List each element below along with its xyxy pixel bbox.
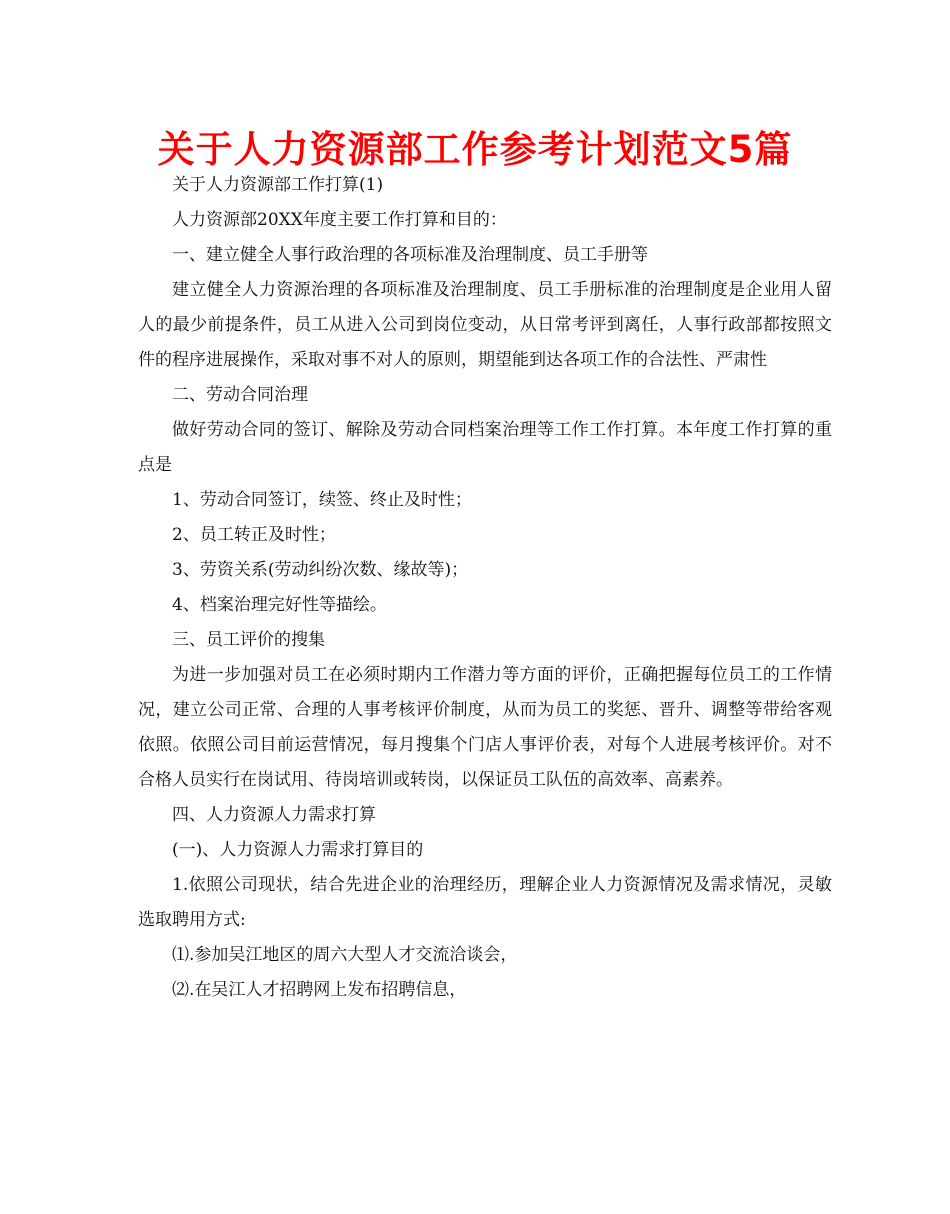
paragraph: 人力资源部20XX年度主要工作打算和目的： (172, 210, 507, 230)
list-item: 2、员工转正及时性； (172, 525, 336, 545)
section-heading-1: 一、建立健全人事行政治理的各项标准及治理制度、员工手册等 (172, 245, 648, 265)
section-heading-4: 四、人力资源人力需求打算 (172, 805, 376, 825)
paragraph-heading-1: 关于人力资源部工作打算(1) (172, 175, 384, 195)
paragraph: 做好劳动合同的签订、解除及劳动合同档案治理等工作工作打算。本年度工作打算的重点是 (138, 420, 832, 475)
section-heading-3: 三、员工评价的搜集 (172, 630, 325, 650)
section-heading-2: 二、劳动合同治理 (172, 385, 308, 405)
list-item: 1、劳动合同签订，续签、终止及时性； (172, 490, 472, 510)
document-body (138, 168, 832, 1008)
paragraph: 1.依照公司现状，结合先进企业的治理经历，理解企业人力资源情况及需求情况，灵敏选取聘用方式: (138, 875, 832, 930)
list-item: 4、档案治理完好性等描绘。 (172, 595, 387, 615)
list-item: ⑵.在吴江人才招聘网上发布招聘信息， (172, 980, 467, 1000)
list-item: ⑴.参加吴江地区的周六大型人才交流洽谈会， (172, 945, 518, 965)
subsection-heading: (一)、人力资源人力需求打算目的 (172, 840, 424, 860)
list-item: 3、劳资关系(劳动纠纷次数、缘故等)； (172, 560, 469, 580)
document-title: 关于人力资源部工作参考计划范文5篇 (157, 128, 793, 171)
paragraph: 建立健全人力资源治理的各项标准及治理制度、员工手册标准的治理制度是企业用人留人的最少前提条件，员工从进入公司到岗位变动，从日常考评到离任，人事行政部都按照文件的程序进展操作，采取对事不对人的原则，期望能到达各项工作的合法性、严肃性 (138, 280, 832, 370)
paragraph: 为进一步加强对员工在必须时期内工作潜力等方面的评价，正确把握每位员工的工作情况，建立公司正常、合理的人事考核评价制度，从而为员工的奖惩、晋升、调整等带给客观依照。依照公司目前运营情况，每月搜集个门店人事评价表，对每个人进展考核评价。对不合格人员实行在岗试用、待岗培训或转岗，以保证员工队伍的高效率、高素养。 (138, 665, 832, 790)
